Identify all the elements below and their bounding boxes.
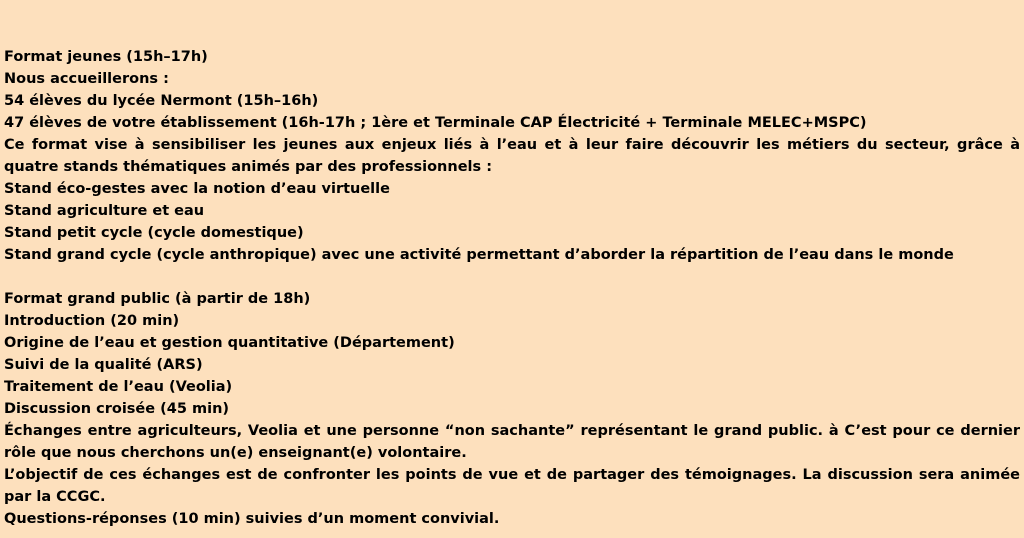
welcome-line: Nous accueillerons : [4, 71, 169, 87]
section-spacer [4, 266, 1020, 288]
stand-grand-cycle: Stand grand cycle (cycle anthropique) avec une activité permettant d’aborder la répartition de l’eau dans le monde [4, 247, 954, 263]
group-establishment: 47 élèves de votre établissement (16h-17h ; 1ère et Terminale CAP Électricité + Terminale MELEC+MSPC) [4, 115, 867, 131]
document-body [4, 46, 1020, 530]
agenda-discussion: Discussion croisée (45 min) [4, 401, 230, 417]
stand-petit-cycle: Stand petit cycle (cycle domestique) [4, 225, 304, 241]
stand-agriculture: Stand agriculture et eau [4, 203, 205, 219]
agenda-origine-eau: Origine de l’eau et gestion quantitative (Département) [4, 335, 455, 351]
stand-eco-gestes: Stand éco-gestes avec la notion d’eau virtuelle [4, 181, 390, 197]
exchanges-paragraph: Échanges entre agriculteurs, Veolia et une personne “non sachante” représentant le grand public. à C’est pour ce dernier rôle que nous cherchons un(e) enseignant(e) volontaire. [4, 423, 1020, 461]
agenda-introduction: Introduction (20 min) [4, 313, 180, 329]
agenda-traitement-eau: Traitement de l’eau (Veolia) [4, 379, 233, 395]
agenda-suivi-qualite: Suivi de la qualité (ARS) [4, 357, 203, 373]
objective-paragraph: L’objectif de ces échanges est de confronter les points de vue et de partager des témoignages. La discussion sera animée par la CCGC. [4, 467, 1020, 505]
youth-description: Ce format vise à sensibiliser les jeunes aux enjeux liés à l’eau et à leur faire découvrir les métiers du secteur, grâce à quatre stands thématiques animés par des professionnels : [4, 137, 1020, 175]
public-format-title: Format grand public (à partir de 18h) [4, 291, 311, 307]
group-nermont: 54 élèves du lycée Nermont (15h–16h) [4, 93, 319, 109]
closing-line: Questions-réponses (10 min) suivies d’un moment convivial. [4, 511, 500, 527]
youth-format-title: Format jeunes (15h–17h) [4, 49, 208, 65]
